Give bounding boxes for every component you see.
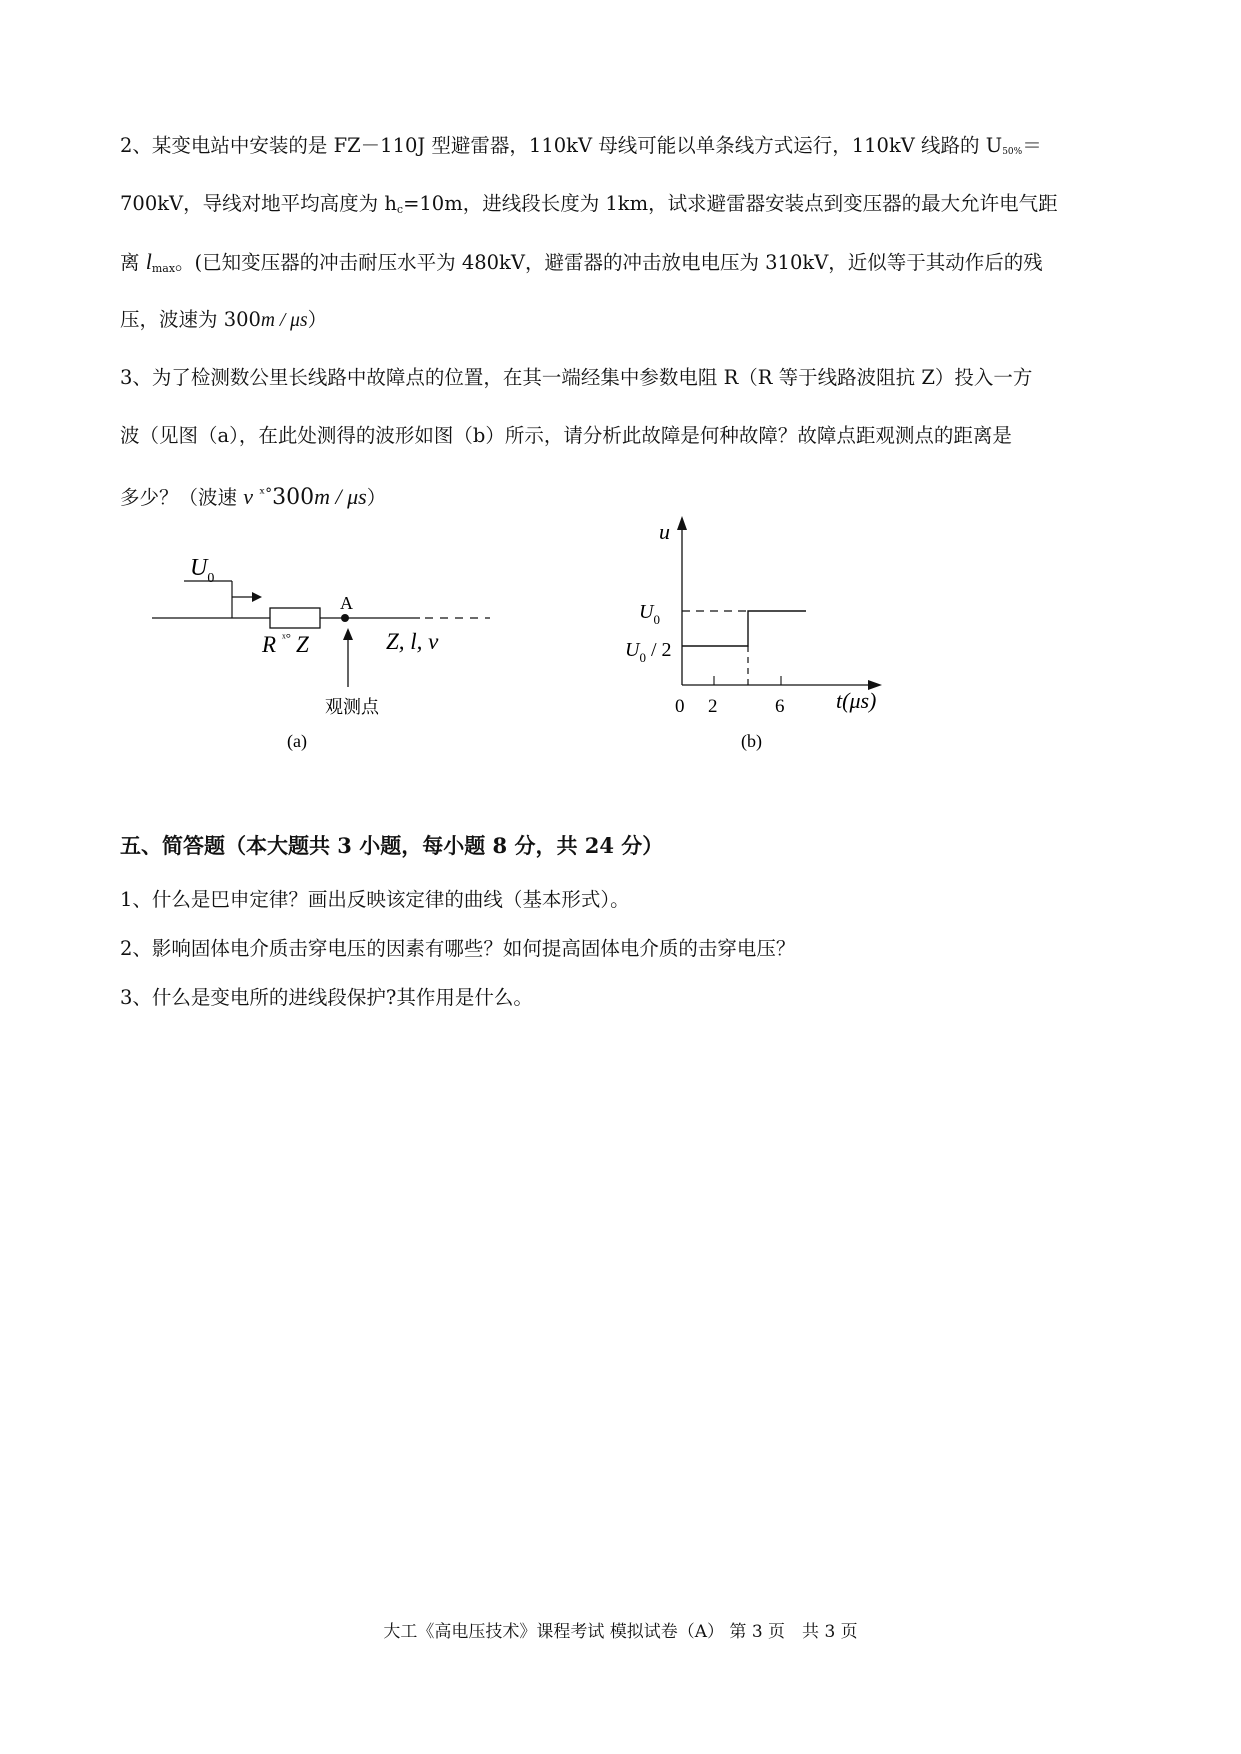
q3-line-1: 3、为了检测数公里长线路中故障点的位置，在其一端经集中参数电阻 R（R 等于线路波阻抗 Z）投入一方: [120, 366, 1033, 389]
q2-text: 700kV，导线对地平均高度为 h: [120, 192, 397, 215]
velocity-unit: m / μs: [260, 310, 308, 331]
lmax-subscript: max: [151, 262, 176, 275]
tick-label-0: 0: [675, 696, 685, 717]
u50-subscript: 50%: [1002, 147, 1023, 157]
Z-label: Z: [296, 632, 309, 657]
section-5-title: 五、简答题（本大题共 3 小题，每小题 8 分，共 24 分）: [120, 833, 664, 858]
q2-text: 压，波速为 300: [120, 308, 261, 331]
node-A-label: A: [340, 593, 353, 613]
velocity-value: 300: [272, 485, 315, 510]
obs-point-label: 观测点: [325, 697, 379, 717]
question-2: [120, 117, 1130, 349]
q3-text: 多少？（波速: [120, 486, 238, 509]
velocity-variable: v: [243, 484, 253, 509]
y-axis-arrow: [677, 516, 687, 530]
equals-glyph: ˣ°: [282, 630, 291, 645]
figure-b-caption: (b): [741, 731, 762, 751]
x-axis-label: t(μs): [836, 688, 877, 713]
line-params-label: Z, l, v: [386, 629, 439, 654]
q2-line-1: [120, 117, 1130, 175]
equals-glyph: ˣ°: [259, 486, 273, 502]
tick-label-6: 6: [775, 696, 785, 717]
source-label: $U_0$: [190, 555, 215, 586]
figure-a-caption: (a): [287, 731, 307, 751]
section-5-question-3: 3、什么是变电所的进线段保护?其作用是什么。: [120, 986, 533, 1009]
tick-label-2: 2: [708, 696, 718, 717]
R-label: R: [262, 632, 277, 657]
q2-line-2: [120, 175, 1130, 233]
question-3: [120, 349, 1130, 523]
section-5-question-1: 1、什么是巴申定律？画出反映该定律的曲线（基本形式）。: [120, 888, 630, 911]
level-half-label: $U_0 / 2$: [625, 639, 672, 665]
hc-subscript: c: [396, 203, 404, 216]
section-5-question-2: 2、影响固体电介质击穿电压的因素有哪些？如何提高固体电介质的击穿电压？: [120, 937, 796, 960]
y-axis-label: u: [659, 519, 670, 544]
velocity-unit: m / μs: [314, 484, 367, 509]
wave-arrow-head: [252, 592, 262, 602]
q2-text: 。(已知变压器的冲击耐压水平为 480kV，避雷器的冲击放电电压为 310kV，近似等于其动作后的残: [175, 251, 1043, 274]
q2-text: ）: [307, 308, 328, 331]
q2-text: ＝: [1022, 134, 1042, 157]
q2-text: =10m，进线段长度为 1km，试求避雷器安装点到变压器的最大允许电气距: [403, 192, 1058, 215]
figure-b-waveform: [610, 510, 900, 760]
q2-text: 离: [120, 251, 146, 274]
obs-arrow-head: [343, 628, 353, 640]
resistor-R: [270, 608, 320, 628]
q2-text: 2、某变电站中安装的是 FZ－110J 型避雷器，110kV 母线可能以单条线方式运行，110kV 线路的 U: [120, 134, 1003, 157]
q3-line-2: 波（见图（a），在此处测得的波形如图（b）所示，请分析此故障是何种故障？故障点距观测点的距离是: [120, 424, 1012, 447]
q2-line-4: [120, 291, 1130, 349]
waveform-series-line: [682, 611, 806, 646]
page-footer: 大工《高电压技术》课程考试 模拟试卷（A） 第 3 页 共 3 页: [383, 1622, 858, 1642]
q3-text: ）: [366, 486, 387, 509]
figure-a-circuit: [140, 545, 510, 755]
lmax-variable: l: [145, 249, 152, 274]
level-u0-label: $U_0$: [639, 601, 660, 627]
q2-line-3: [120, 233, 1130, 291]
